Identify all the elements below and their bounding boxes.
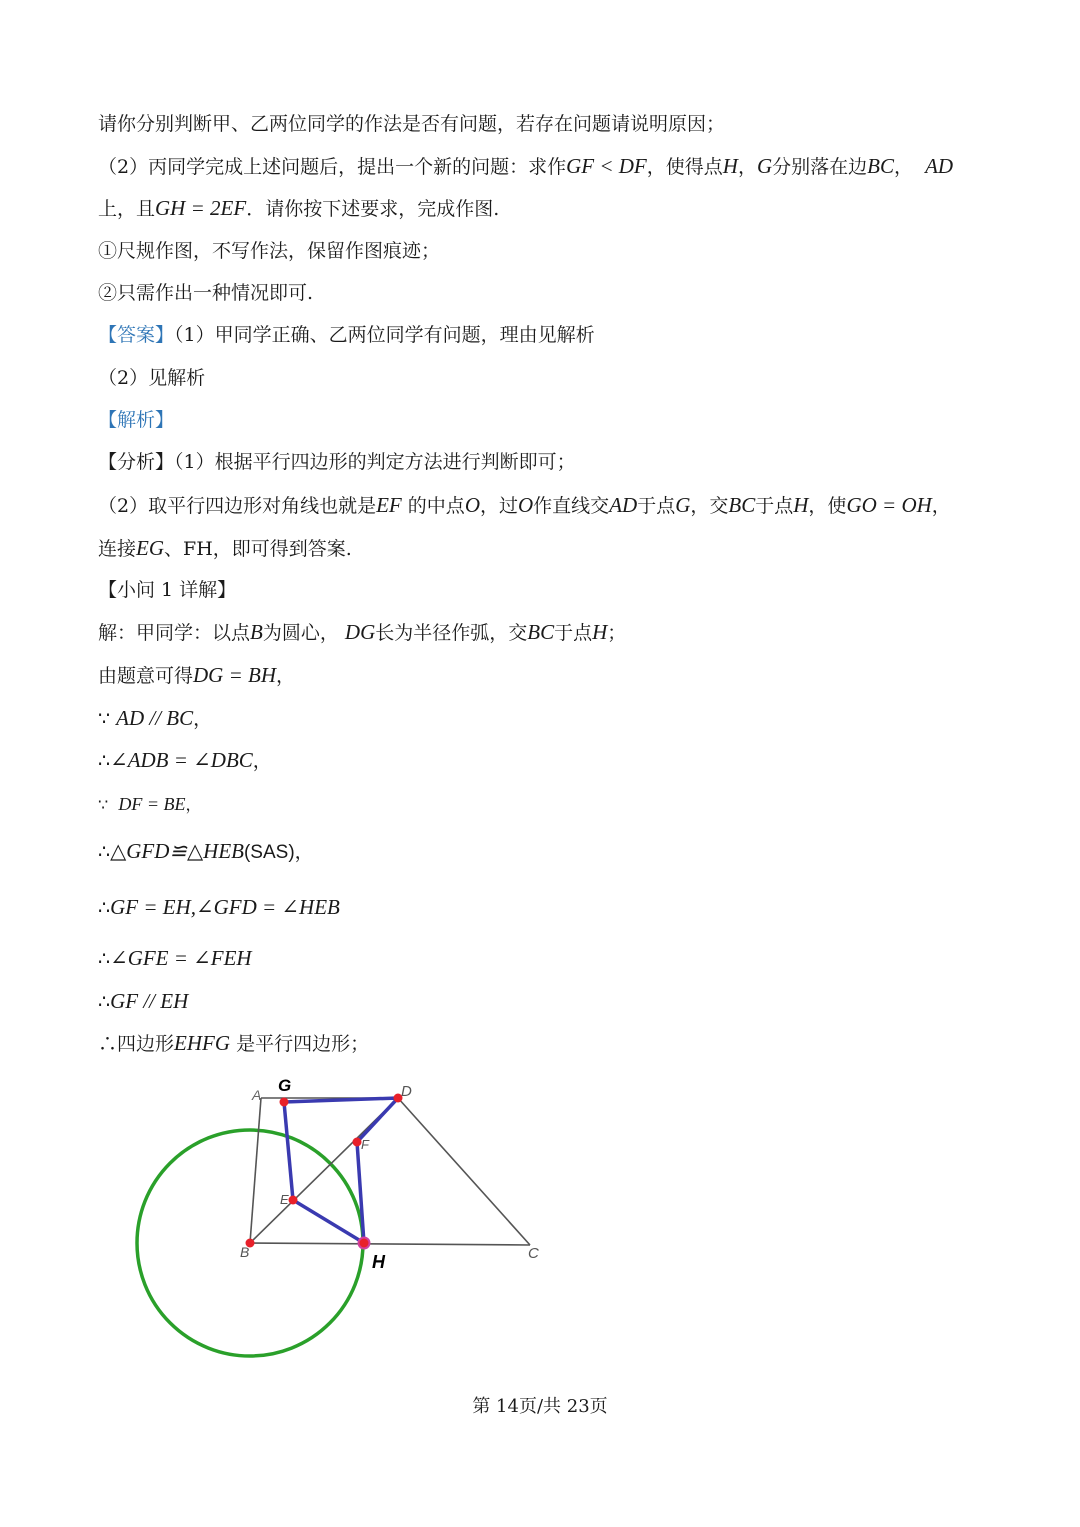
label-c: C xyxy=(528,1245,539,1262)
label-b: B xyxy=(240,1244,250,1260)
solution-line-9: ∴GF // EH xyxy=(98,989,189,1013)
solution-line-2: 由题意可得DG = BH， xyxy=(98,663,296,687)
side-ab xyxy=(250,1098,261,1243)
text-line-1: 请你分别判断甲、乙两位同学的作法是否有问题，若存在问题请说明原因； xyxy=(98,113,726,135)
label-e: E xyxy=(280,1192,289,1207)
analysis-line-1: 【分析】（1）根据平行四边形的判定方法进行判断即可； xyxy=(98,451,576,473)
answer-line-2: （2）见解析 xyxy=(98,367,206,389)
label-h: H xyxy=(372,1252,385,1272)
text-line-2: （2）丙同学完成上述问题后，提出一个新的问题：求作GF < DF，使得点H，G分别落在边BC， AD xyxy=(98,154,954,178)
label-f: F xyxy=(361,1137,369,1152)
solution-line-7: ∴GF = EH,∠GFD = ∠HEB xyxy=(98,895,340,919)
analysis-heading: 【解析】 xyxy=(98,409,175,431)
analysis-line-2: （2）取平行四边形对角线也就是EF 的中点O，过O作直线交AD于点G，交BC于点H，使GO = OH， xyxy=(98,493,951,517)
label-d: D xyxy=(401,1083,412,1100)
label-g: G xyxy=(278,1076,292,1095)
text-line-5: ②只需作出一种情况即可. xyxy=(98,282,314,304)
solution-line-8: ∴∠GFE = ∠FEH xyxy=(98,946,252,970)
solution-line-3: ∵ AD // BC， xyxy=(98,706,213,730)
point-h xyxy=(359,1238,370,1249)
solution-line-10: ∴四边形EHFG 是平行四边形； xyxy=(98,1031,370,1055)
answer-line: 【答案】（1）甲同学正确、乙两位同学有问题，理由见解析 xyxy=(98,324,595,346)
point-g xyxy=(280,1098,289,1107)
parallelogram-ehfg xyxy=(284,1098,398,1243)
solution-line-5: ∵ DF = BE， xyxy=(98,794,202,814)
page-footer: 第 14页/共 23页 xyxy=(472,1396,608,1417)
solution-line-4: ∴∠ADB = ∠DBC， xyxy=(98,748,272,772)
side-dc xyxy=(398,1098,530,1245)
label-a: A xyxy=(252,1087,262,1103)
solution-line-1: 解：甲同学：以点B为圆心， DG长为半径作弧，交BC于点H； xyxy=(98,620,627,644)
solution-line-6: ∴△GFD≌△HEB(SAS)， xyxy=(98,839,314,863)
point-e xyxy=(289,1196,298,1205)
text-line-3: 上，且GH = 2EF．请你按下述要求，完成作图. xyxy=(98,196,500,220)
side-bc xyxy=(250,1243,530,1245)
text-line-4: ①尺规作图，不写作法，保留作图痕迹； xyxy=(98,240,441,262)
analysis-line-3: 连接EG、FH，即可得到答案. xyxy=(98,536,352,560)
geometry-figure xyxy=(128,1072,558,1362)
subquestion-heading: 【小问 1 详解】 xyxy=(98,579,237,601)
